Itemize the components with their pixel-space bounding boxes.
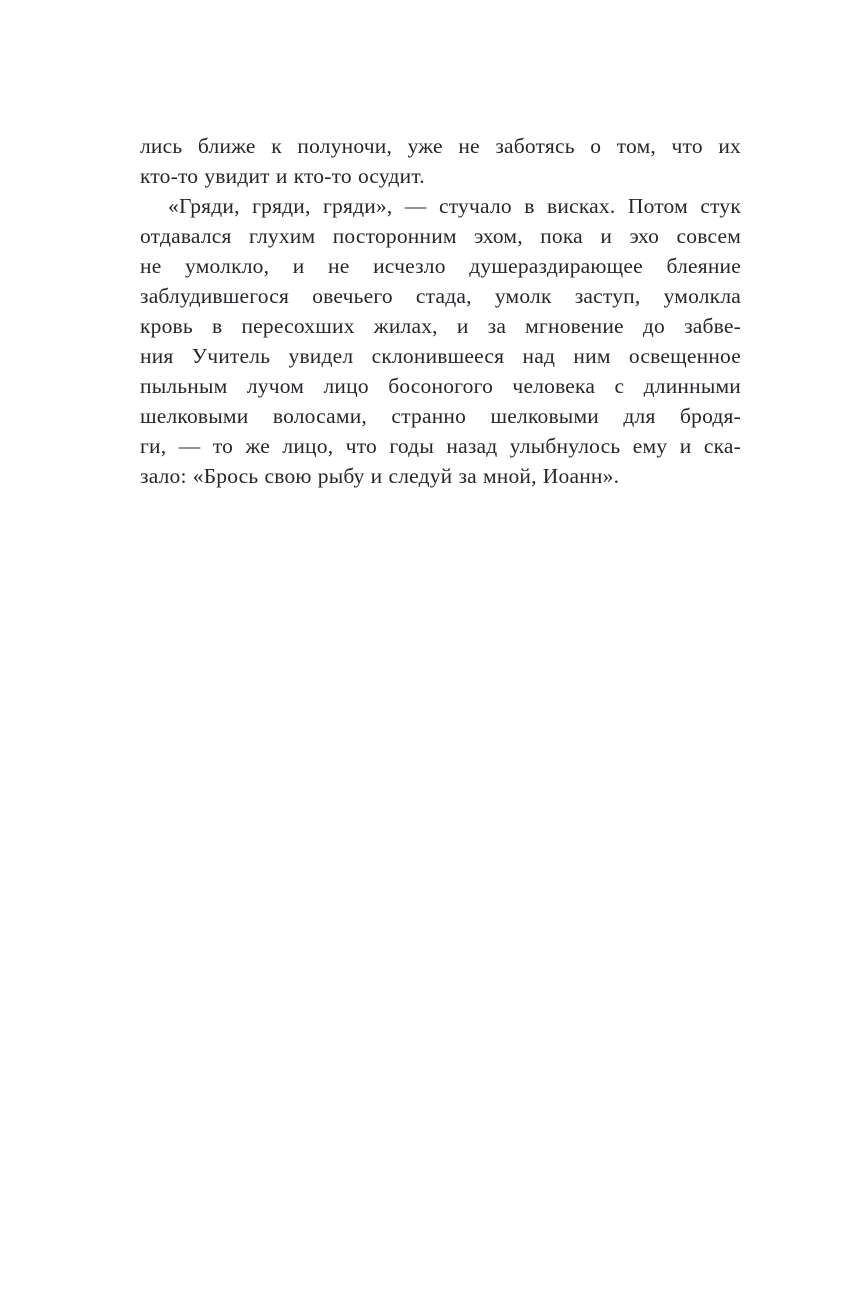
text-line: кто-то увидит и кто-то осудит.	[140, 164, 425, 188]
text-line: не умолкло, и не исчезло душераздирающее блеяние	[140, 254, 741, 278]
text-line: кровь в пересохших жилах, и за мгновение до забве-	[140, 314, 741, 338]
text-line: «Гряди, гряди, гряди», — стучало в висках. Потом стук	[168, 194, 741, 218]
page-text-block	[140, 131, 741, 491]
text-line: лись ближе к полуночи, уже не заботясь о том, что их	[140, 134, 741, 158]
text-line: ния Учитель увидел склонившееся над ним освещенное	[140, 344, 741, 368]
text-line: заблудившегося овечьего стада, умолк заступ, умолкла	[140, 284, 741, 308]
text-line: ги, — то же лицо, что годы назад улыбнулось ему и ска-	[140, 434, 741, 458]
text-line: отдавался глухим посторонним эхом, пока и эхо совсем	[140, 224, 741, 248]
text-line: шелковыми волосами, странно шелковыми для бродя-	[140, 404, 741, 428]
text-line: зало: «Брось свою рыбу и следуй за мной, Иоанн».	[140, 464, 620, 488]
text-line: пыльным лучом лицо босоногого человека с длинными	[140, 374, 741, 398]
paragraph	[140, 131, 741, 191]
paragraph	[140, 191, 741, 491]
